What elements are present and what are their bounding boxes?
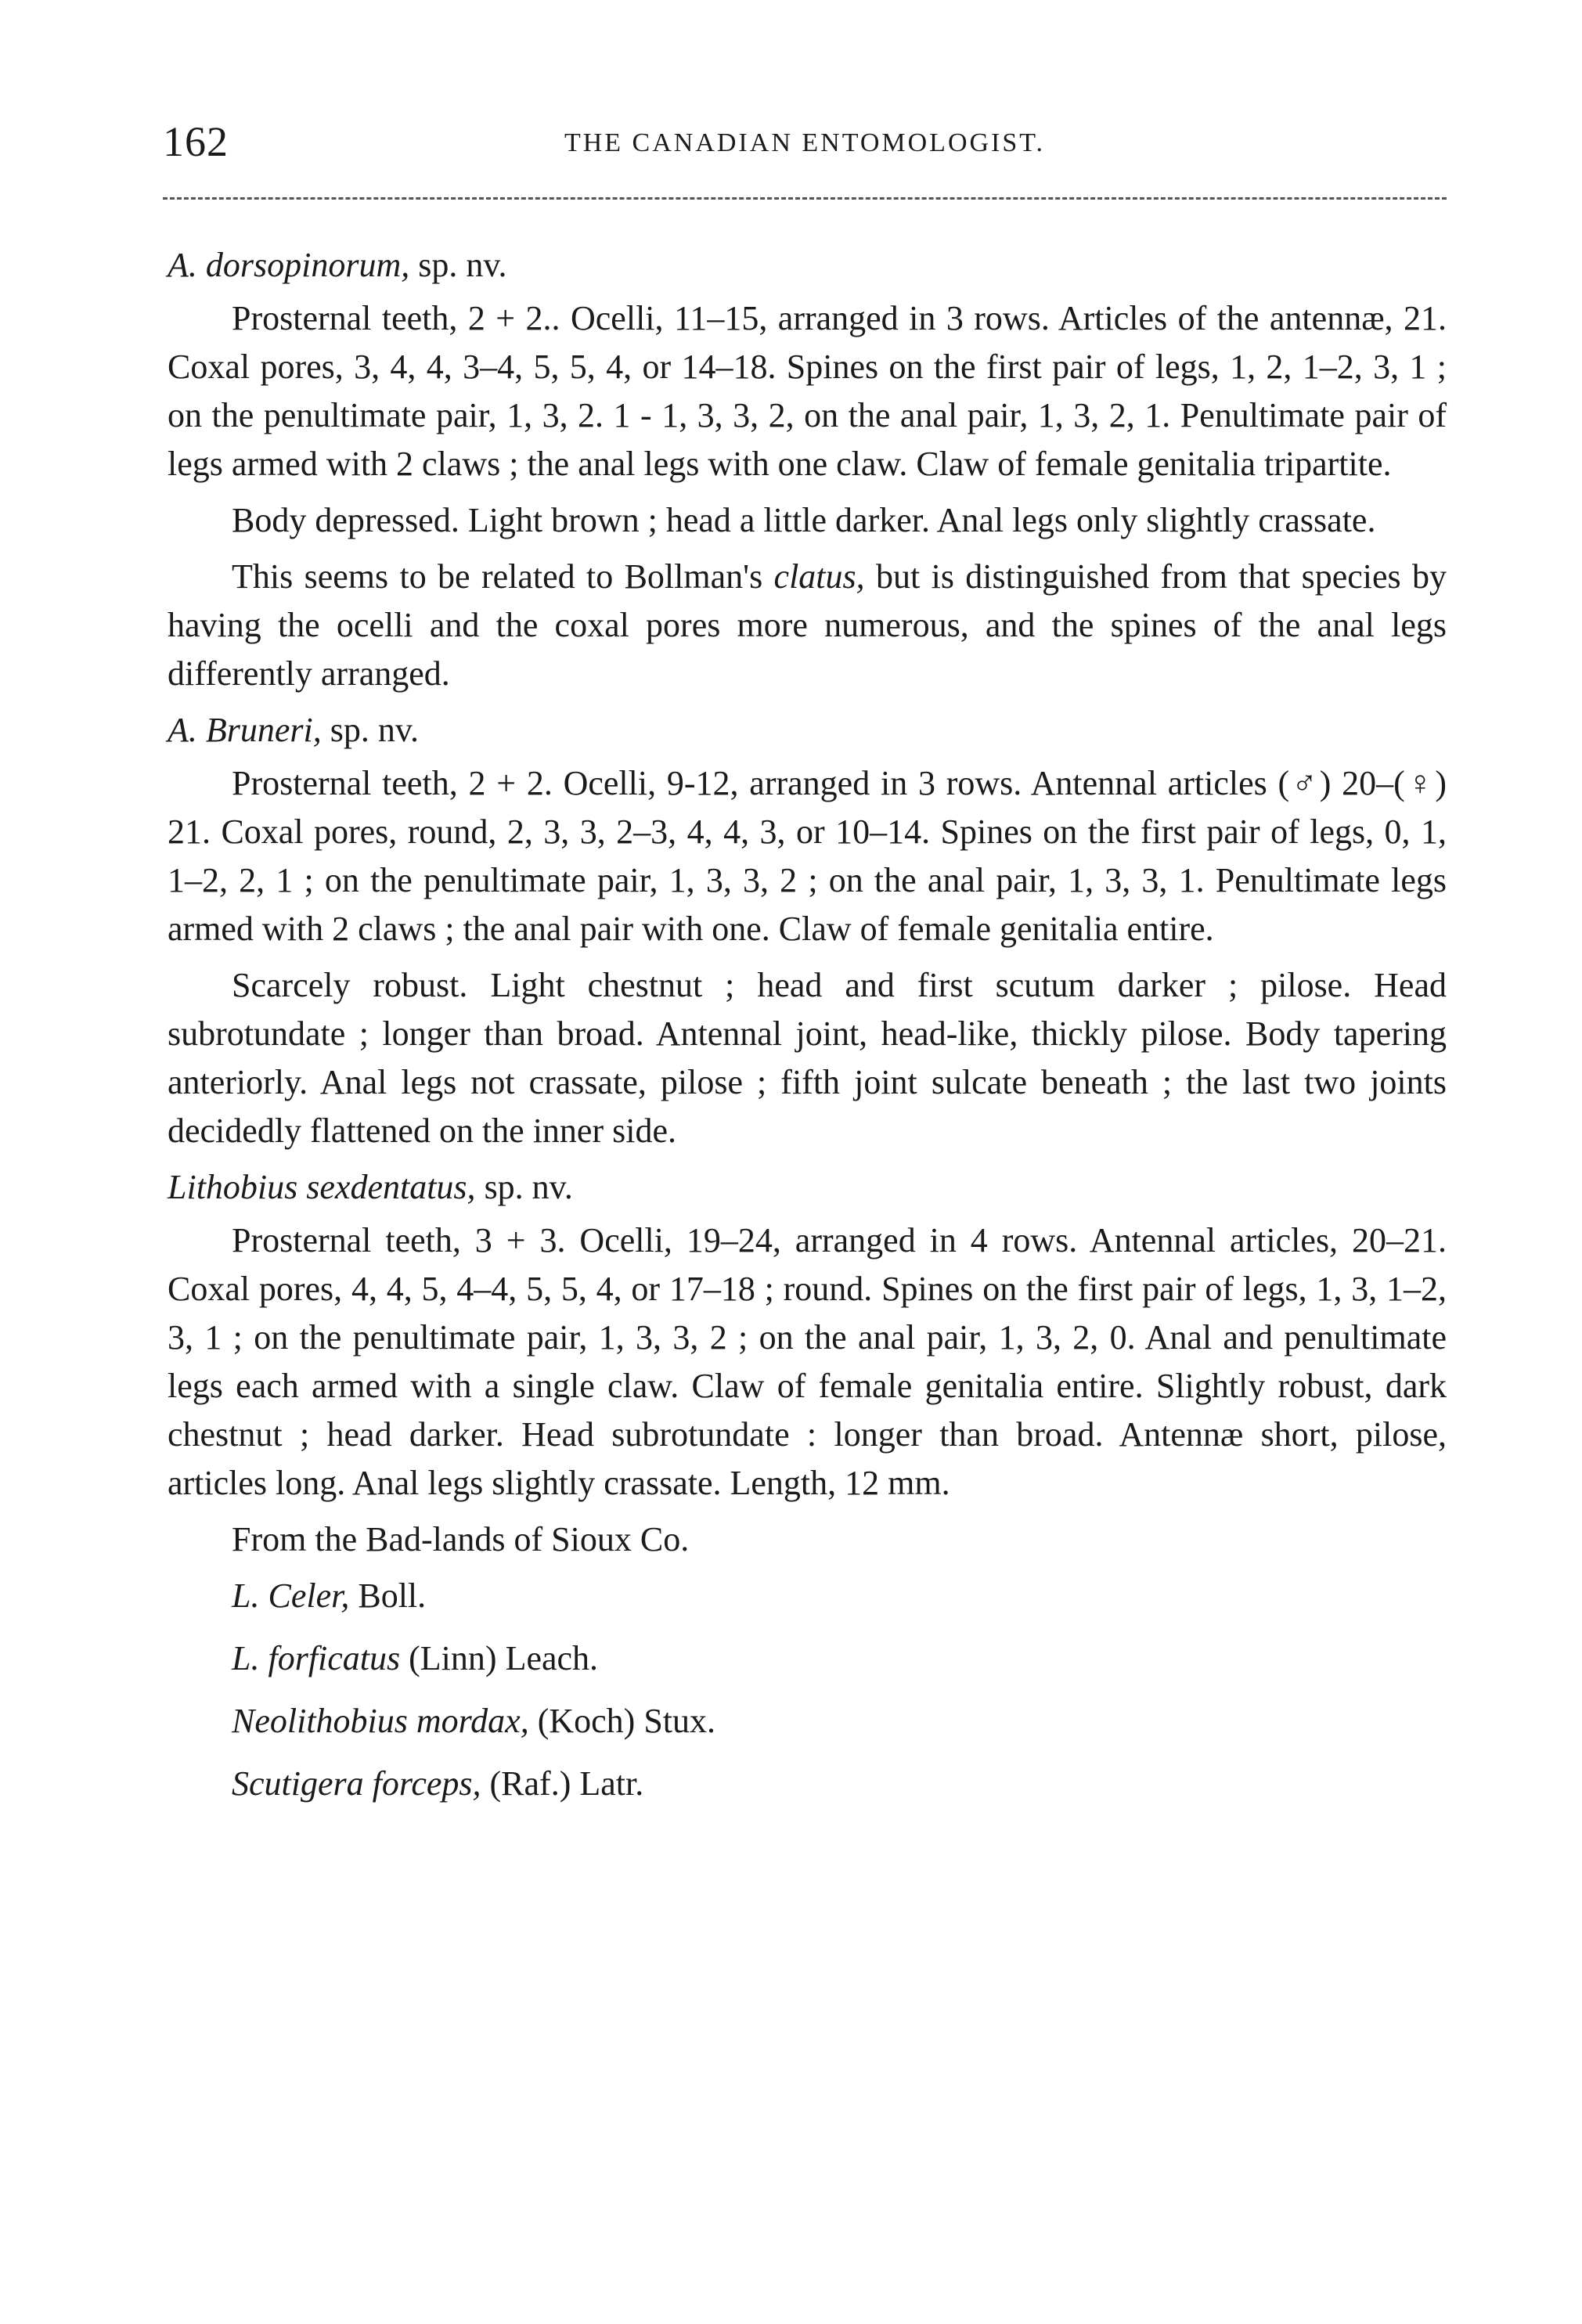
description-paragraph: Scarcely robust. Light chestnut ; head and first scutum darker ; pilose. Head subrotundate ; longer than broad. Antennal joint, head-like, thickly pilose. Body tapering anteriorly. Anal legs not crassate, pilose ; fifth joint sulcate beneath ; the last two joints decidedly flattened on the inner side. (168, 966, 1447, 1150)
species-name: Lithobius sexdentatus, (168, 1168, 476, 1206)
description-paragraph: Prosternal teeth, 3 + 3. Ocelli, 19–24, arranged in 4 rows. Antennal articles, 20–21. Coxal pores, 4, 4, 5, 4–4, 5, 5, 4, or 17–18 ; round. Spines on the first pair of legs, 1, 3, 1–2, 3, 1 ; on the penultimate pair, 1, 3, 3, 2 ; on the anal pair, 1, 3, 2, 0. Anal and penultimate legs each armed with a single claw. Claw of female genitalia entire. Slightly robust, dark chestnut ; head darker. Head subrotundate : longer than broad. Antennæ short, pilose, articles long. Anal legs slightly crassate. Length, 12 mm. (168, 1221, 1447, 1502)
species-list (168, 1572, 1447, 1808)
species-authority: Boll. (349, 1576, 427, 1615)
list-item (232, 1634, 1447, 1683)
species-name: Scutigera forceps, (232, 1764, 481, 1803)
list-item (232, 1572, 1447, 1620)
list-item (232, 1760, 1447, 1808)
description-paragraph: Prosternal teeth, 2 + 2.. Ocelli, 11–15, arranged in 3 rows. Articles of the antennæ, 21. Coxal pores, 3, 4, 4, 3–4, 5, 5, 4, or 14–18. Spines on the first pair of legs, 1, 2, 1–2, 3, 1 ; on the penultimate pair, 1, 3, 2. 1 - 1, 3, 3, 2, on the anal pair, 1, 3, 2, 1. Penultimate pair of legs armed with 2 claws ; the anal legs with one claw. Claw of female genitalia tripartite. (168, 299, 1447, 483)
species-name: A. dorsopinorum, (168, 246, 410, 284)
list-item (232, 1697, 1447, 1746)
species-name: A. Bruneri, (168, 711, 322, 749)
species-name: L. forficatus (232, 1639, 401, 1677)
description-paragraph: Body depressed. Light brown ; head a little darker. Anal legs only slightly crassate. (232, 501, 1376, 539)
cited-species-name: clatus, (773, 557, 865, 596)
locality-line: From the Bad-lands of Sioux Co. (232, 1520, 690, 1558)
species-status: sp. nv. (321, 711, 420, 749)
species-name: L. Celer, (232, 1576, 350, 1615)
running-head: THE CANADIAN ENTOMOLOGIST. (564, 128, 1046, 157)
species-name: Neolithobius mordax, (232, 1702, 529, 1740)
species-authority: (Linn) Leach. (400, 1639, 599, 1677)
header-rule (163, 197, 1447, 200)
remarks-text: This seems to be related to Bollman's (232, 557, 774, 596)
page-body (168, 233, 1447, 1822)
description-paragraph: Prosternal teeth, 2 + 2. Ocelli, 9-12, arranged in 3 rows. Antennal articles (♂) 20–(♀) 21. Coxal pores, round, 2, 3, 3, 2–3, 4, 4, 3, or 10–14. Spines on the first pair of legs, 0, 1, 1–2, 2, 1 ; on the penultimate pair, 1, 3, 3, 2 ; on the anal pair, 1, 3, 3, 1. Penultimate legs armed with 2 claws ; the anal pair with one. Claw of female genitalia entire. (168, 764, 1447, 948)
remarks-paragraph (168, 553, 1447, 698)
species-status: sp. nv. (475, 1168, 573, 1206)
page-number: 162 (163, 118, 229, 165)
species-authority: (Koch) Stux. (528, 1702, 716, 1740)
species-heading-dorsopinorum (168, 241, 1447, 290)
species-status: sp. nv. (409, 246, 507, 284)
species-authority: (Raf.) Latr. (481, 1764, 644, 1803)
species-heading-sexdentatus (168, 1163, 1447, 1212)
page-header (163, 117, 1447, 172)
species-heading-bruneri (168, 706, 1447, 755)
remarks-text: but is distinguished from that species by having the ocelli and the coxal pores more numerous, and the spines of the anal legs differently arranged. (168, 557, 1447, 693)
